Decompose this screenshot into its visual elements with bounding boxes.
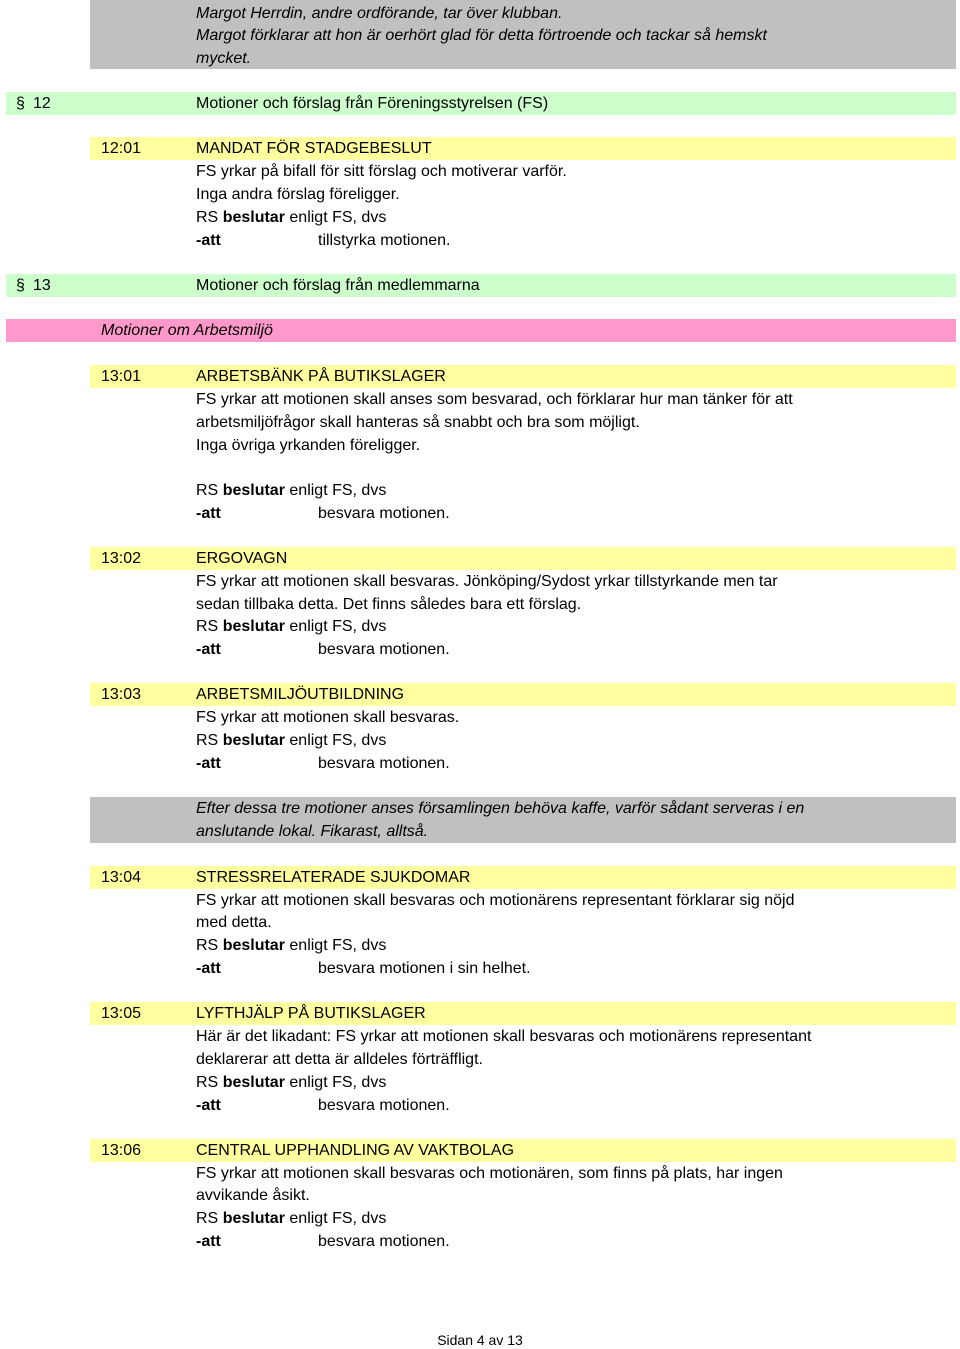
decision-text: besvara motionen.: [318, 755, 450, 772]
item-text-line: FS yrkar att motionen skall anses som besvarad, och förklarar hur man tänker för att: [196, 391, 793, 408]
item-text-line: Här är det likadant: FS yrkar att motionen skall besvaras och motionärens representant: [196, 1028, 812, 1045]
item-text-line: sedan tillbaka detta. Det finns således bara ett förslag.: [196, 596, 582, 613]
resolution-line: [196, 479, 386, 502]
item-text-line: deklarerar att detta är alldeles förträffligt.: [196, 1051, 483, 1068]
section-title: Motioner och förslag från Föreningsstyrelsen (FS): [196, 95, 549, 112]
att-label: -att: [196, 505, 221, 522]
item-text-line: med detta.: [196, 914, 272, 931]
coffee-note-line: anslutande lokal. Fikarast, alltså.: [196, 823, 429, 840]
item-title: LYFTHJÄLP PÅ BUTIKSLAGER: [196, 1005, 426, 1022]
decision-text: besvara motionen i sin helhet.: [318, 960, 531, 977]
rs-basis: enligt FS, dvs: [289, 209, 387, 226]
decision-text: besvara motionen.: [318, 505, 450, 522]
att-label: -att: [196, 641, 221, 658]
item-text-line: arbetsmiljöfrågor skall hanteras så snabbt och bra som möjligt.: [196, 414, 640, 431]
section-13-header-background: [6, 274, 956, 297]
item-id: 13:01: [101, 368, 142, 385]
section-symbol: §: [16, 95, 25, 112]
rs-decides: beslutar: [222, 209, 285, 226]
item-text-line: avvikande åsikt.: [196, 1187, 310, 1204]
att-label: -att: [196, 1233, 221, 1250]
section-title: Motioner och förslag från medlemmarna: [196, 277, 480, 294]
rs-decides: beslutar: [222, 618, 285, 635]
resolution-line: [196, 615, 386, 638]
decision-text: tillstyrka motionen.: [318, 232, 451, 249]
rs-basis: enligt FS, dvs: [289, 618, 387, 635]
resolution-line: [196, 729, 386, 752]
item-id: 13:06: [101, 1142, 142, 1159]
att-label: -att: [196, 1097, 221, 1114]
rs-basis: enligt FS, dvs: [289, 482, 387, 499]
rs-decides: beslutar: [222, 937, 285, 954]
section-symbol: §: [16, 277, 25, 294]
item-text-line: FS yrkar att motionen skall besvaras och motionären, som finns på plats, har ingen: [196, 1165, 783, 1182]
item-title: ARBETSMILJÖUTBILDNING: [196, 686, 405, 703]
att-label: -att: [196, 960, 221, 977]
resolution-line: [196, 1207, 386, 1230]
section-number: 12: [33, 95, 51, 112]
item-text-line: Inga övriga yrkanden föreligger.: [196, 437, 421, 454]
item-text-line: Inga andra förslag föreligger.: [196, 186, 400, 203]
rs-decides: beslutar: [222, 1210, 285, 1227]
item-title: MANDAT FÖR STADGEBESLUT: [196, 140, 432, 157]
item-title: CENTRAL UPPHANDLING AV VAKTBOLAG: [196, 1142, 515, 1159]
item-id: 13:03: [101, 686, 142, 703]
rs-basis: enligt FS, dvs: [289, 1210, 387, 1227]
item-text-line: FS yrkar på bifall för sitt förslag och motiverar varför.: [196, 163, 567, 180]
item-title: ARBETSBÄNK PÅ BUTIKSLAGER: [196, 368, 446, 385]
rs-label: RS: [196, 209, 219, 226]
rs-basis: enligt FS, dvs: [289, 937, 387, 954]
coffee-note-line: Efter dessa tre motioner anses församlingen behöva kaffe, varför sådant serveras i en: [196, 800, 805, 817]
decision-text: besvara motionen.: [318, 1097, 450, 1114]
page-number: Sidan 4 av 13: [437, 1332, 523, 1348]
resolution-line: [196, 1071, 386, 1094]
category-title: Motioner om Arbetsmiljö: [101, 322, 273, 339]
rs-decides: beslutar: [222, 482, 285, 499]
rs-label: RS: [196, 1074, 219, 1091]
item-text-line: FS yrkar att motionen skall besvaras och motionärens representant förklarar sig nöjd: [196, 892, 795, 909]
decision-text: besvara motionen.: [318, 1233, 450, 1250]
rs-label: RS: [196, 482, 219, 499]
rs-basis: enligt FS, dvs: [289, 732, 387, 749]
decision-text: besvara motionen.: [318, 641, 450, 658]
item-text-line: FS yrkar att motionen skall besvaras.: [196, 709, 460, 726]
rs-label: RS: [196, 618, 219, 635]
intro-line: Margot förklarar att hon är oerhört glad för detta förtroende och tackar så hemskt: [196, 27, 767, 44]
item-id: 13:04: [101, 869, 142, 886]
rs-basis: enligt FS, dvs: [289, 1074, 387, 1091]
rs-decides: beslutar: [222, 1074, 285, 1091]
att-label: -att: [196, 755, 221, 772]
section-number: 13: [33, 277, 51, 294]
item-title: ERGOVAGN: [196, 550, 288, 567]
resolution-line: [196, 934, 386, 957]
rs-decides: beslutar: [222, 732, 285, 749]
resolution-line: [196, 206, 386, 229]
intro-line: mycket.: [196, 50, 252, 67]
att-label: -att: [196, 232, 221, 249]
item-title: STRESSRELATERADE SJUKDOMAR: [196, 869, 471, 886]
item-id: 13:05: [101, 1005, 142, 1022]
item-id: 13:02: [101, 550, 142, 567]
item-id: 12:01: [101, 140, 142, 157]
rs-label: RS: [196, 937, 219, 954]
rs-label: RS: [196, 732, 219, 749]
rs-label: RS: [196, 1210, 219, 1227]
item-text-line: FS yrkar att motionen skall besvaras. Jönköping/Sydost yrkar tillstyrkande men tar: [196, 573, 778, 590]
intro-line: Margot Herrdin, andre ordförande, tar över klubban.: [196, 5, 563, 22]
